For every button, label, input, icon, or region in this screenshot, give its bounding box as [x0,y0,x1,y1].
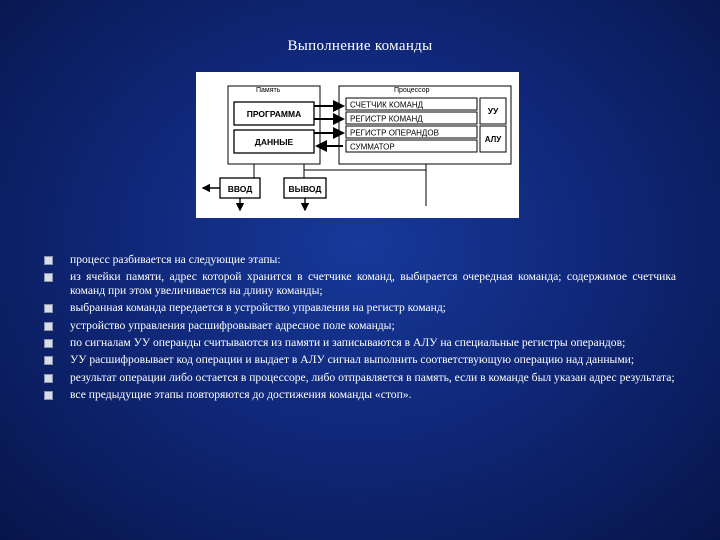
list-item: процесс разбивается на следующие этапы: [44,253,676,266]
bullet-marker-icon [44,391,53,400]
list-item: результат операции либо остается в процессоре, либо отправляется в память, если в команде был указан адрес результата; [44,371,676,384]
bullet-marker-icon [44,322,53,331]
bullet-marker-icon [44,339,53,348]
bullet-marker-icon [44,356,53,365]
register-pc-label: СЧЕТЧИК КОМАНД [350,100,424,110]
list-item: выбранная команда передается в устройство управления на регистр команд; [44,301,676,314]
register-operands-label: РЕГИСТР ОПЕРАНДОВ [350,128,439,138]
list-item: из ячейки памяти, адрес которой хранится в счетчике команд, выбирается очередная команда; содержимое счетчика команд при этом увеличивается на длину команды; [44,270,676,297]
output-label: ВЫВОД [288,184,322,194]
register-ir-label: РЕГИСТР КОМАНД [350,114,423,124]
cu-label: УУ [487,106,499,116]
bullet-marker-icon [44,374,53,383]
list-item: все предыдущие этапы повторяются до достижения команды «стоп». [44,388,676,401]
bullet-marker-icon [44,256,53,265]
list-item: УУ расшифровывает код операции и выдает в АЛУ сигнал выполнить соответствующую операцию над данными; [44,353,676,366]
bullet-marker-icon [44,273,53,282]
list-item: устройство управления расшифровывает адресное поле команды; [44,319,676,332]
diagram-svg [196,72,519,218]
list-item: по сигналам УУ операнды считываются из памяти и записываются в АЛУ на специальные регистры операндов; [44,336,676,349]
input-label: ВВОД [227,184,253,194]
bullet-list [44,253,676,406]
slide-title: Выполнение команды [287,38,433,54]
bullet-marker-icon [44,304,53,313]
register-acc-label: СУММАТОР [350,142,395,152]
program-label: ПРОГРАММА [246,109,302,119]
processor-label: Процессор [394,87,430,94]
data-label: ДАННЫЕ [254,137,294,147]
memory-label: Память [256,87,281,94]
alu-label: АЛУ [484,135,502,144]
computer-architecture-diagram [196,72,519,218]
